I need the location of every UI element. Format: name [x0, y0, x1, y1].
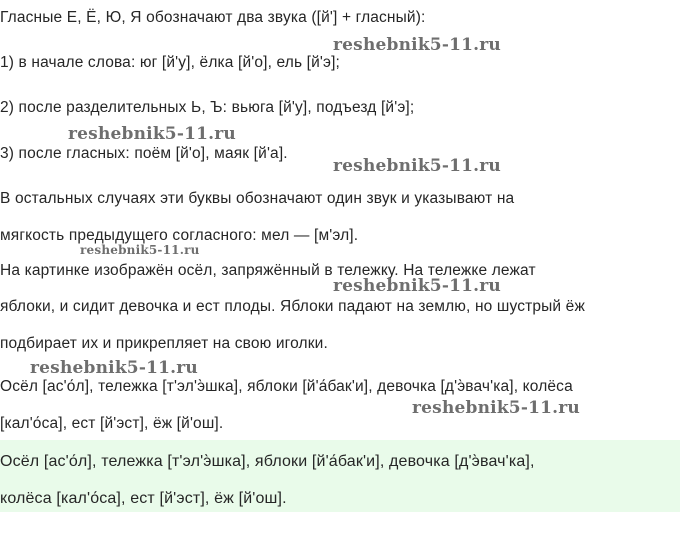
watermark: reshebnik5-11.ru	[80, 243, 200, 257]
rule-other-line-1: В остальных случаях эти буквы обозначают один звук и указывают на	[0, 190, 515, 207]
task-line-1: На картинке изображён осёл, запряжённый в тележку. На тележке лежат	[0, 262, 536, 279]
transcription-line-2: [кал'о́са], ест [й'эст], ёж [й'ош].	[0, 415, 224, 432]
transcription-line-1: Осёл [ас'о́л], тележка [т'эл'э̀шка], яблоки [й'а́бак'и], девочка [д'э̀вач'ка], колёса	[0, 378, 573, 395]
task-line-2: яблоки, и сидит девочка и ест плоды. Яблоки падают на землю, но шустрый ёж	[0, 298, 585, 315]
watermark: reshebnik5-11.ru	[68, 124, 236, 144]
answer-line-2: колёса [кал'о́са], ест [й'эст], ёж [й'ош].	[0, 490, 287, 507]
task-line-3: подбирает их и прикрепляет на свою иголки.	[0, 335, 328, 352]
answer-line-1: Осёл [ас'о́л], тележка [т'эл'э̀шка], яблоки [й'а́бак'и], девочка [д'э̀вач'ка],	[0, 453, 535, 470]
watermark: reshebnik5-11.ru	[333, 276, 501, 296]
rule-point-2: 2) после разделительных Ь, Ъ: вьюга [й'у], подъезд [й'э];	[0, 99, 415, 116]
rule-other-line-2: мягкость предыдущего согласного: мел — [м'эл].	[0, 227, 359, 244]
watermark: reshebnik5-11.ru	[30, 358, 198, 378]
watermark: reshebnik5-11.ru	[333, 35, 501, 55]
rule-point-3: 3) после гласных: поём [й'о], маяк [й'а].	[0, 145, 288, 162]
answer-block	[0, 440, 680, 512]
rule-heading: Гласные Е, Ё, Ю, Я обозначают два звука ([й'] + гласный):	[0, 9, 426, 26]
rule-point-1: 1) в начале слова: юг [й'у], ёлка [й'о], ель [й'э];	[0, 54, 340, 71]
watermark: reshebnik5-11.ru	[333, 156, 501, 176]
watermark: reshebnik5-11.ru	[412, 398, 580, 418]
